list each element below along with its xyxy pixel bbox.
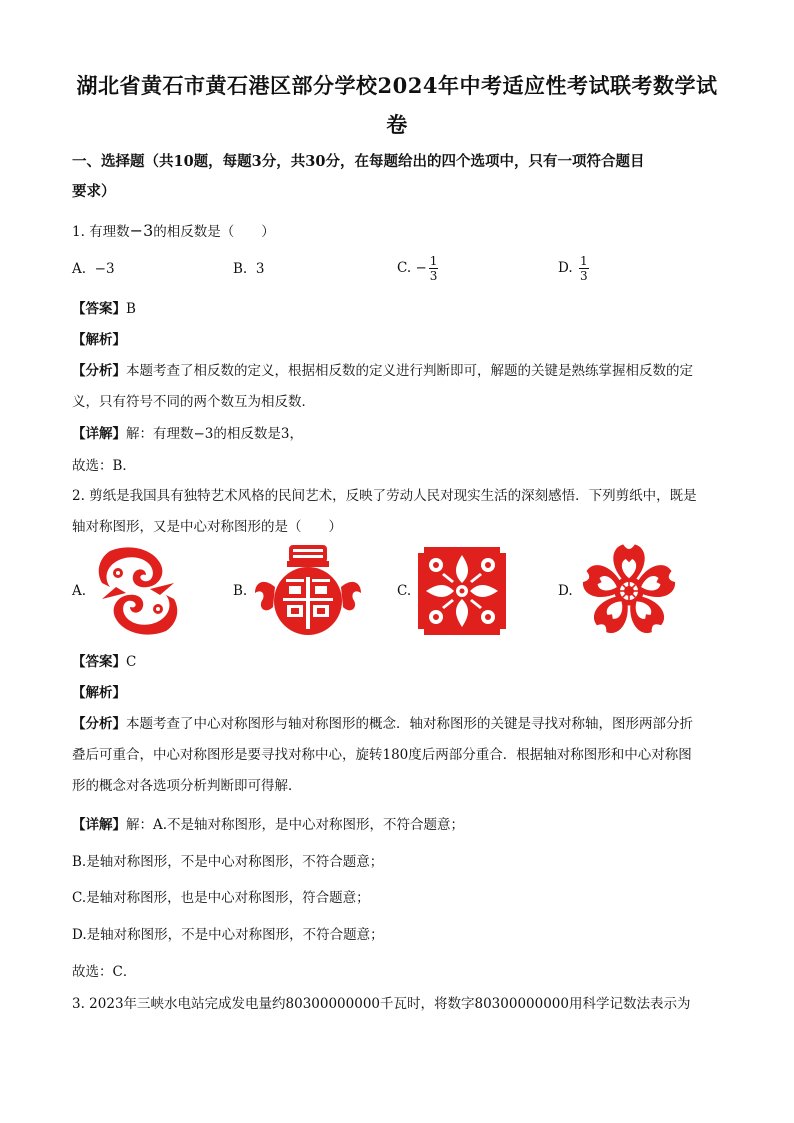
q1-option-d <box>558 254 589 283</box>
q2-stem-continued: 轴对称图形，又是中心对称图形的是（ ） <box>72 519 342 535</box>
q2-option-a-label: A. <box>72 583 87 599</box>
option-label: A. <box>72 261 87 277</box>
papercut-b-image <box>253 543 363 639</box>
option-label: C. <box>397 260 412 276</box>
fenxi-text: 本题考查了中心对称图形与轴对称图形的概念．轴对称图形的关键是寻找对称轴，图形两部分折 <box>126 716 693 732</box>
fenxi-tag: 【分析】 <box>72 716 126 732</box>
q3-stem: 3. 2023年三峡水电站完成发电量约80300000000千瓦时，将数字80300000000用科学记数法表示为 <box>72 996 691 1012</box>
q1-stem-suffix: 的相反数是（ ） <box>153 224 275 240</box>
q2-answer <box>72 650 136 670</box>
detail-tag: 【详解】 <box>72 426 126 442</box>
detail-text: 解：有理数−3的相反数是3， <box>126 426 303 442</box>
fenxi-tag: 【分析】 <box>72 363 126 379</box>
page-title: 湖北省黄石市黄石港区部分学校2024年中考适应性考试联考数学试 <box>76 73 718 98</box>
q1-detail <box>72 422 303 442</box>
detail-tag: 【详解】 <box>72 817 126 833</box>
detail-text: 解：A.不是轴对称图形，是中心对称图形，不符合题意； <box>126 817 465 833</box>
page-title-continued: 卷 <box>386 112 408 137</box>
answer-tag: 【答案】 <box>72 301 126 317</box>
answer-value: B <box>126 301 136 317</box>
answer-tag: 【答案】 <box>72 654 126 670</box>
papercut-d-image <box>580 543 678 639</box>
fenxi-text: 本题考查了相反数的定义，根据相反数的定义进行判断即可，解题的关键是熟练掌握相反数的定 <box>126 363 693 379</box>
analysis-tag: 【解析】 <box>72 332 126 348</box>
q1-fenxi <box>72 359 693 379</box>
analysis-tag: 【解析】 <box>72 685 126 701</box>
q2-option-c-label: C. <box>397 583 412 599</box>
q2-fenxi-continued-2: 形的概念对各选项分析判断即可得解． <box>72 778 302 794</box>
option-label: B. <box>233 261 248 277</box>
fraction-denominator: 3 <box>579 269 588 283</box>
answer-value: C <box>126 654 137 670</box>
fraction-numerator: 1 <box>429 254 438 268</box>
q2-detail-d: D.是轴对称图形，不是中心对称图形，不符合题意； <box>72 927 384 943</box>
q1-answer <box>72 297 136 317</box>
option-value: 3 <box>255 261 265 277</box>
q1-fenxi-continued: 义，只有符号不同的两个数互为相反数． <box>72 394 315 410</box>
q2-detail <box>72 813 464 833</box>
q1-stem-number: −3 <box>129 221 154 240</box>
papercut-a-image <box>90 543 186 639</box>
option-sign: − <box>415 260 427 276</box>
q1-option-a <box>72 261 115 277</box>
option-label: D. <box>558 260 573 276</box>
q2-option-b-label: B. <box>233 583 248 599</box>
q1-option-b <box>233 261 264 277</box>
section-heading: 一、选择题（共10题，每题3分，共30分，在每题给出的四个选项中，只有一项符合题目 <box>72 153 645 170</box>
q2-analysis-heading <box>72 681 126 701</box>
q1-option-c <box>397 254 438 283</box>
fraction-numerator: 1 <box>579 254 588 268</box>
fraction <box>579 254 589 283</box>
q2-option-d-label: D. <box>558 583 573 599</box>
q2-detail-b: B.是轴对称图形，不是中心对称图形，不符合题意； <box>72 854 384 870</box>
fraction-denominator: 3 <box>429 269 438 283</box>
fraction <box>429 254 439 283</box>
q1-analysis-heading <box>72 328 126 348</box>
q1-conclusion: 故选：B． <box>72 458 136 474</box>
q2-conclusion: 故选：C． <box>72 964 137 980</box>
section-heading-continued: 要求） <box>72 183 116 200</box>
q2-stem: 2. 剪纸是我国具有独特艺术风格的民间艺术，反映了劳动人民对现实生活的深刻感悟．下列剪纸中，既是 <box>72 488 697 504</box>
option-value: −3 <box>94 261 115 277</box>
q2-detail-c: C.是轴对称图形，也是中心对称图形，符合题意； <box>72 890 370 906</box>
q2-fenxi-continued: 叠后可重合，中心对称图形是要寻找对称中心，旋转180度后两部分重合．根据轴对称图形和中心对称图 <box>72 747 692 763</box>
q2-fenxi <box>72 712 693 732</box>
q1-stem <box>72 220 275 240</box>
papercut-c-image <box>416 545 508 637</box>
q1-stem-prefix: 1. 有理数 <box>72 224 130 240</box>
